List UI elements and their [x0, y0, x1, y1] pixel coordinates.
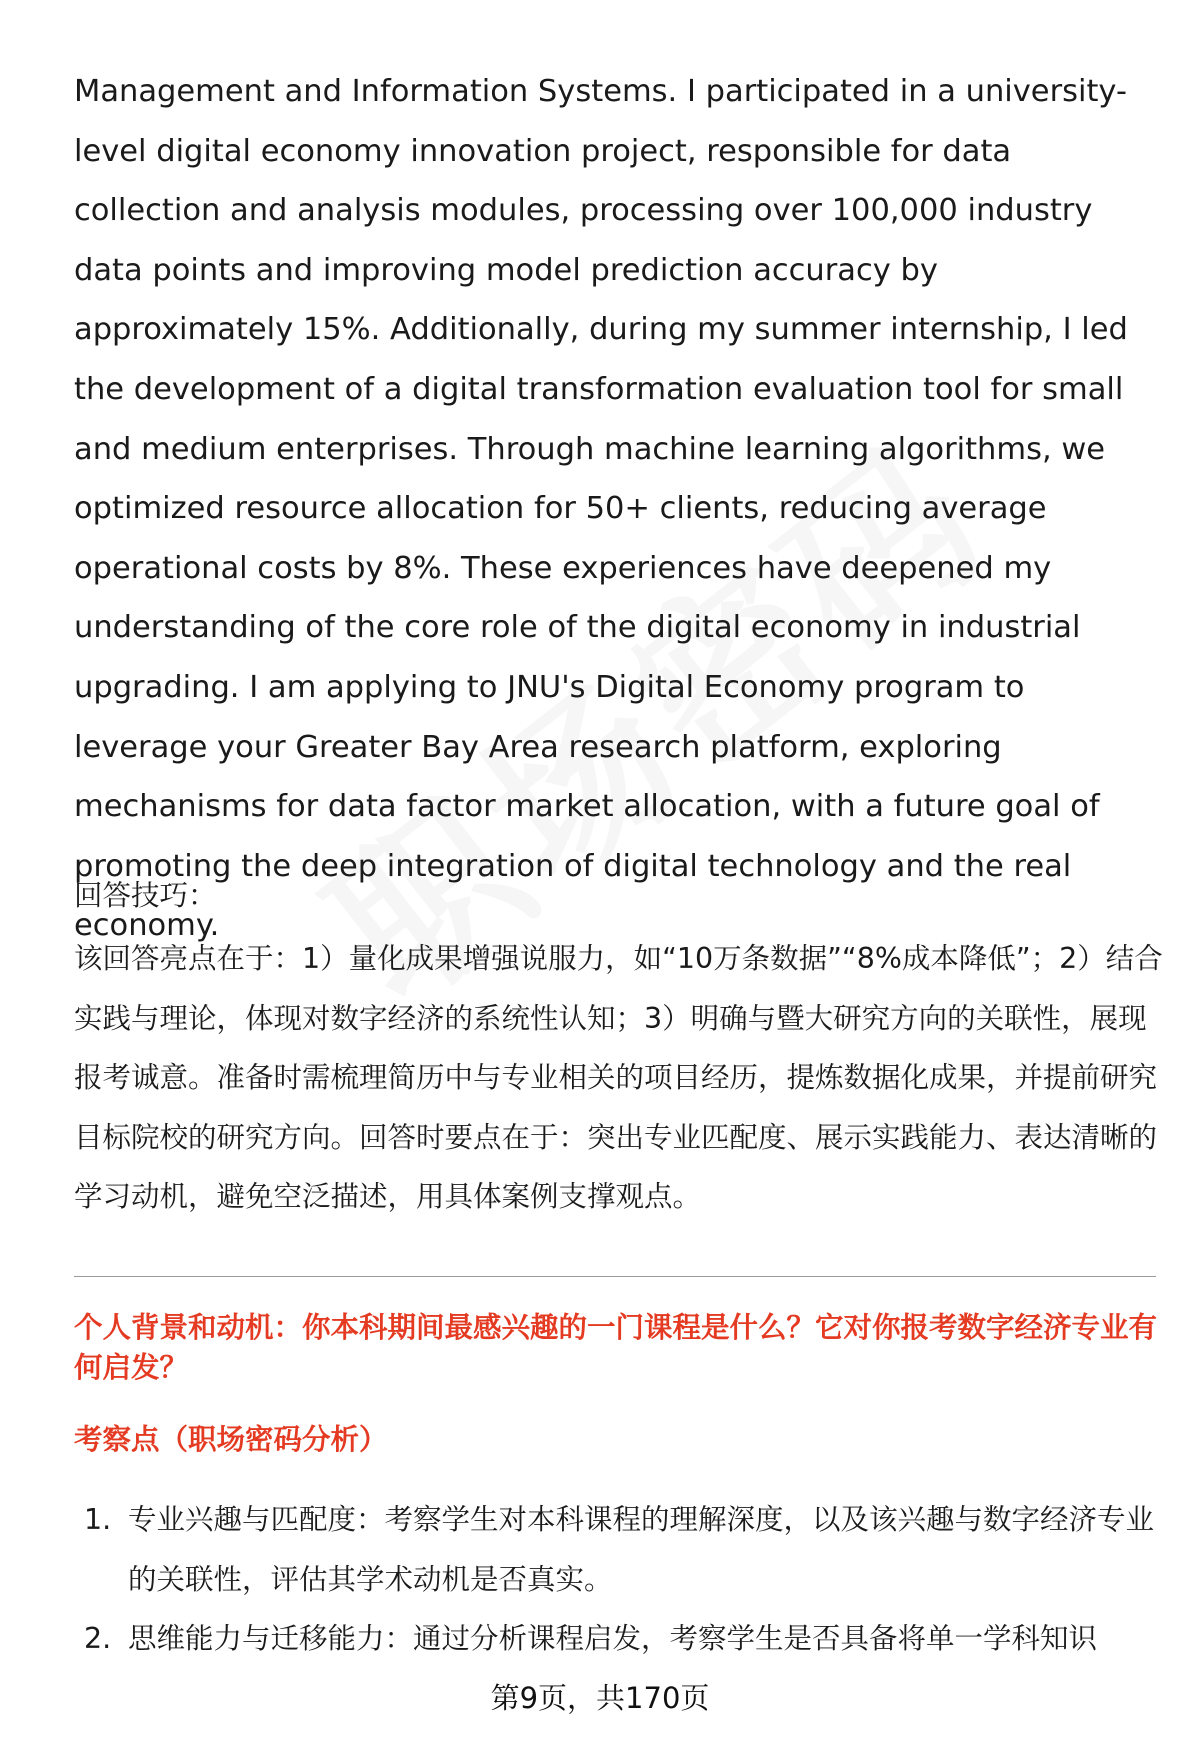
list-item-number: 2.: [84, 1622, 112, 1655]
list-item: [74, 1609, 1164, 1669]
section-divider: [74, 1276, 1156, 1277]
page-number-footer: 第9页，共170页: [490, 1681, 710, 1715]
tips-body: 该回答亮点在于：1）量化成果增强说服力，如“10万条数据”“8%成本降低”；2）结合实践与理论，体现对数字经济的系统性认知；3）明确与暨大研究方向的关联性，展现报考诚意。准备时需梳理简历中与专业相关的项目经历，提炼数据化成果，并提前研究目标院校的研究方向。回答时要点在于：突出专业匹配度、展示实践能力、表达清晰的学习动机，避免空泛描述，用具体案例支撑观点。: [74, 942, 1163, 1213]
answer-paragraph: Management and Information Systems. I participated in a university-level digital economy innovation project, responsible for data collection and analysis modules, processing over 100,000 industry data points and improving model prediction accuracy by approximately 15%. Additionally, during my summer internship, I led the development of a digital transformation evaluation tool for small and medium enterprises. Through machine learning algorithms, we optimized resource allocation for 50+ clients, reducing average operational costs by 8%. These experiences have deepened my understanding of the core role of the digital economy in industrial upgrading. I am applying to JNU's Digital Economy program to leverage your Greater Bay Area research platform, exploring mechanisms for data factor market allocation, with a future goal of promoting the deep integration of digital technology and the real economy.: [74, 74, 1128, 944]
list-item-text: 思维能力与迁移能力：通过分析课程启发，考察学生是否具备将单一学科知识: [128, 1622, 1098, 1655]
tips-heading: 回答技巧：: [74, 879, 217, 912]
question-title: 个人背景和动机：你本科期间最感兴趣的一门课程是什么？它对你报考数字经济专业有何启发？: [74, 1311, 1158, 1384]
exam-points-list: [74, 1490, 1164, 1669]
list-item: [74, 1490, 1164, 1609]
list-item-number: 1.: [84, 1503, 112, 1536]
exam-points-heading: 考察点（职场密码分析）: [74, 1423, 388, 1456]
list-item-text: 专业兴趣与匹配度：考察学生对本科课程的理解深度，以及该兴趣与数字经济专业的关联性，评估其学术动机是否真实。: [128, 1503, 1155, 1596]
